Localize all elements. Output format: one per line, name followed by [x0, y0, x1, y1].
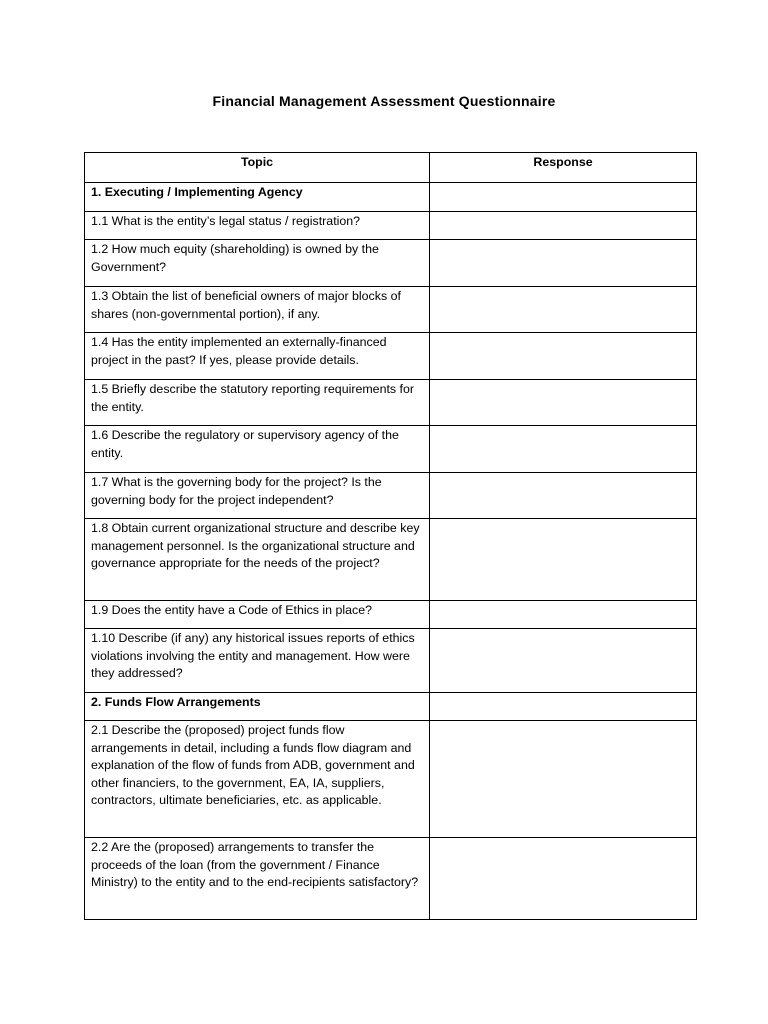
- table-row: [85, 838, 697, 920]
- response-cell[interactable]: [430, 693, 697, 721]
- topic-cell: 2.1 Describe the (proposed) project funds flow arrangements in detail, including a funds flow diagram and explanation of the flow of funds from ADB, government and other financiers, to the government, EA, IA, suppliers, contractors, ultimate beneficiaries, etc. as applicable.: [85, 721, 430, 838]
- topic-cell: 1.8 Obtain current organizational structure and describe key management personnel. Is the organizational structure and governance appropriate for the needs of the project?: [85, 519, 430, 601]
- response-cell[interactable]: [430, 519, 697, 601]
- section-row-executing-agency: [85, 183, 697, 212]
- response-cell[interactable]: [430, 473, 697, 519]
- topic-cell: 1.7 What is the governing body for the project? Is the governing body for the project independent?: [85, 473, 430, 519]
- section-row-funds-flow: [85, 693, 697, 721]
- response-column-header: Response: [430, 153, 697, 183]
- topic-column-header: Topic: [85, 153, 430, 183]
- topic-cell: 1. Executing / Implementing Agency: [85, 183, 430, 212]
- response-cell[interactable]: [430, 240, 697, 287]
- topic-cell: 1.5 Briefly describe the statutory reporting requirements for the entity.: [85, 380, 430, 426]
- response-cell[interactable]: [430, 333, 697, 380]
- response-cell[interactable]: [430, 721, 697, 838]
- questionnaire-table: [84, 152, 697, 920]
- response-cell[interactable]: [430, 287, 697, 333]
- table-row: [85, 519, 697, 601]
- topic-cell: 1.3 Obtain the list of beneficial owners of major blocks of shares (non-governmental portion), if any.: [85, 287, 430, 333]
- table-row: [85, 473, 697, 519]
- topic-cell: 1.2 How much equity (shareholding) is owned by the Government?: [85, 240, 430, 287]
- table-row: [85, 212, 697, 240]
- response-cell[interactable]: [430, 601, 697, 629]
- topic-cell: 1.1 What is the entity’s legal status / registration?: [85, 212, 430, 240]
- table-row: [85, 721, 697, 838]
- topic-cell: 1.6 Describe the regulatory or supervisory agency of the entity.: [85, 426, 430, 473]
- table-header-row: [85, 153, 697, 183]
- table-row: [85, 287, 697, 333]
- topic-cell: 1.9 Does the entity have a Code of Ethics in place?: [85, 601, 430, 629]
- table-row: [85, 629, 697, 693]
- response-cell[interactable]: [430, 212, 697, 240]
- table-row: [85, 426, 697, 473]
- topic-cell: 2. Funds Flow Arrangements: [85, 693, 430, 721]
- page-title: Financial Management Assessment Questionnaire: [212, 93, 556, 109]
- response-cell[interactable]: [430, 183, 697, 212]
- response-cell[interactable]: [430, 380, 697, 426]
- table-row: [85, 333, 697, 380]
- topic-cell: 1.10 Describe (if any) any historical issues reports of ethics violations involving the entity and management. How were they addressed?: [85, 629, 430, 693]
- table-row: [85, 601, 697, 629]
- response-cell[interactable]: [430, 838, 697, 920]
- response-cell[interactable]: [430, 426, 697, 473]
- table-row: [85, 380, 697, 426]
- topic-cell: 2.2 Are the (proposed) arrangements to transfer the proceeds of the loan (from the government / Finance Ministry) to the entity and to the end-recipients satisfactory?: [85, 838, 430, 920]
- response-cell[interactable]: [430, 629, 697, 693]
- topic-cell: 1.4 Has the entity implemented an externally-financed project in the past? If yes, please provide details.: [85, 333, 430, 380]
- table-row: [85, 240, 697, 287]
